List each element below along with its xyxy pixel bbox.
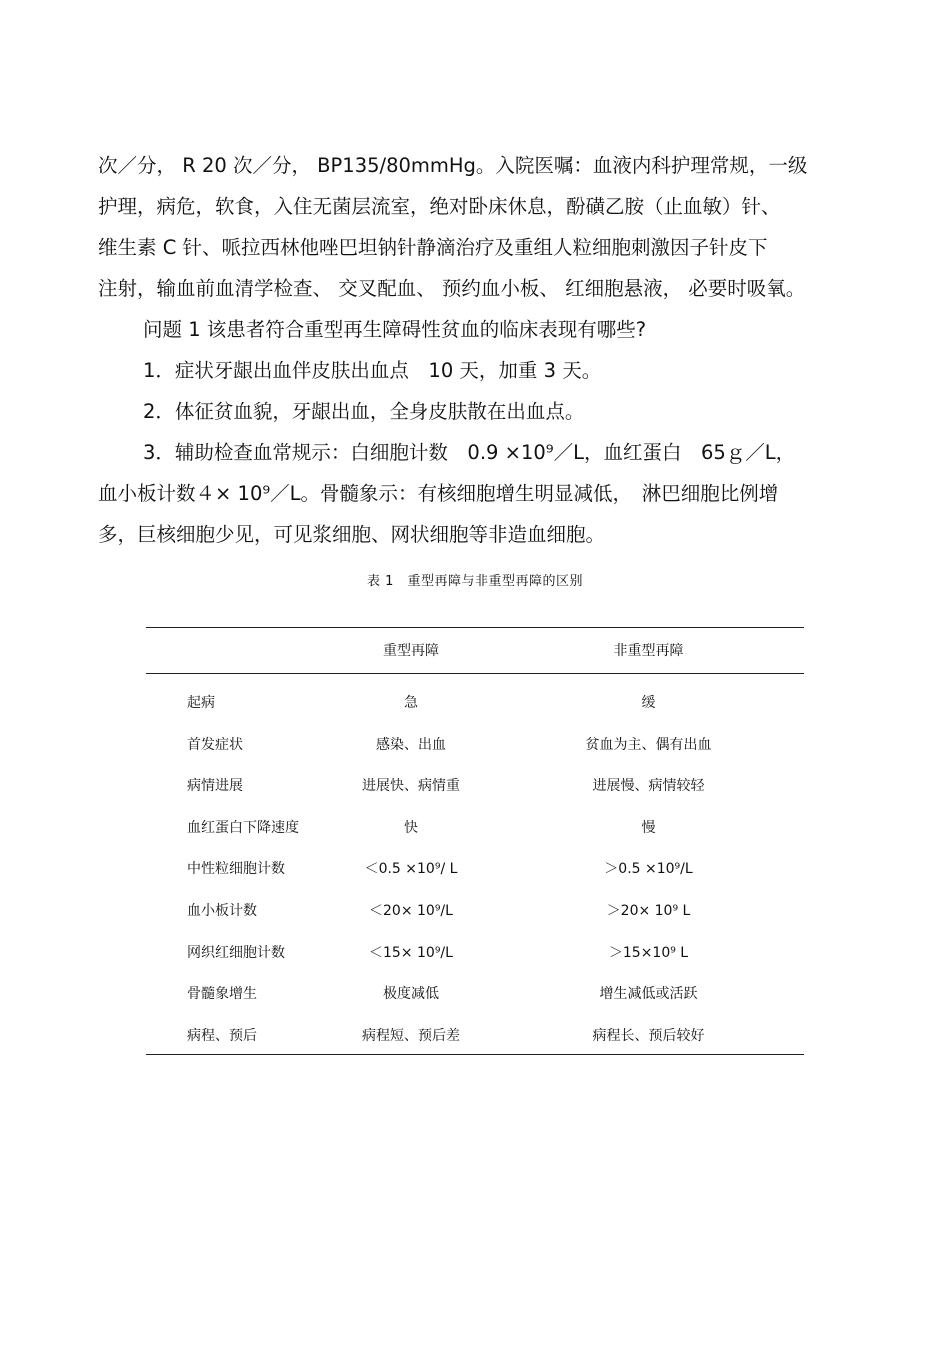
table-cell: ＜0.5 ×10⁹/ L bbox=[364, 861, 458, 878]
answer-item-3: 3．辅助检查血常规示：白细胞计数 0.9 ×10⁹／L，血红蛋白 65ｇ／L， bbox=[143, 441, 796, 464]
table-caption: 表 1 重型再障与非重型再障的区别 bbox=[367, 574, 583, 589]
table-header-rule bbox=[146, 673, 804, 674]
table-row bbox=[146, 722, 804, 764]
table-cell: 急 bbox=[404, 695, 418, 711]
paragraph-line: 维生素 C 针、哌拉西林他唑巴坦钠针静滴治疗及重组人粒细胞刺激因子针皮下 bbox=[98, 236, 768, 259]
answer-item-1: 1．症状牙龈出血伴皮肤出血点 10 天，加重 3 天。 bbox=[143, 359, 602, 382]
table-cell: ＜20× 10⁹/L bbox=[369, 902, 453, 919]
table-cell: 病程短、预后差 bbox=[362, 1027, 460, 1044]
paragraph-line: 次／分， R 20 次／分， BP135/80mmHg。入院医嘱：血液内科护理常规，一级 bbox=[98, 154, 808, 177]
table-cell: 首发症状 bbox=[187, 736, 243, 753]
header-cell: 非重型再障 bbox=[613, 643, 684, 659]
answer-item-3-cont: 多，巨核细胞少见，可见浆细胞、网状细胞等非造血细胞。 bbox=[98, 523, 606, 546]
table-cell: 起病 bbox=[187, 695, 215, 711]
table-row bbox=[146, 805, 804, 847]
comparison-table bbox=[146, 627, 804, 1055]
paragraph-line: 护理，病危，软食，入住无菌层流室，绝对卧床休息，酚磺乙胺（止血敏）针、 bbox=[98, 195, 781, 218]
table-row bbox=[146, 846, 804, 888]
answer-item-3-cont: 血小板计数４× 10⁹／L。骨髓象示：有核细胞增生明显减低， 淋巴细胞比例增 bbox=[98, 482, 779, 505]
answer-item-2: 2．体征贫血貌，牙龈出血，全身皮肤散在出血点。 bbox=[143, 400, 585, 423]
table-row bbox=[146, 930, 804, 972]
table-cell: 血红蛋白下降速度 bbox=[187, 819, 299, 836]
table-row bbox=[146, 680, 804, 722]
table-cell: ＞20× 10⁹ L bbox=[606, 902, 691, 919]
paragraph-line: 注射，输血前血清学检查、 交叉配血、 预约血小板、 红细胞悬液， 必要时吸氧。 bbox=[98, 277, 806, 300]
table-cell: ＞0.5 ×10⁹/L bbox=[604, 861, 693, 878]
table-cell: 慢 bbox=[641, 819, 656, 836]
table-cell: ＞15×10⁹ L bbox=[608, 944, 689, 961]
table-cell: 骨髓象增生 bbox=[187, 986, 257, 1003]
table-row bbox=[146, 971, 804, 1013]
table-cell: 网织红细胞计数 bbox=[187, 944, 285, 961]
table-cell: 中性粒细胞计数 bbox=[187, 861, 285, 878]
table-cell: 血小板计数 bbox=[187, 902, 257, 919]
table-cell: 感染、出血 bbox=[376, 736, 446, 753]
table-bottom-rule bbox=[146, 1054, 804, 1055]
table-row bbox=[146, 1013, 804, 1055]
table-cell: 贫血为主、偶有出血 bbox=[585, 736, 712, 753]
table-cell: 病情进展 bbox=[187, 778, 243, 795]
table-body bbox=[146, 680, 804, 1054]
question-heading: 问题 1 该患者符合重型再生障碍性贫血的临床表现有哪些? bbox=[143, 318, 647, 341]
table-cell: 进展快、病情重 bbox=[362, 778, 460, 795]
header-cell: 重型再障 bbox=[383, 643, 439, 659]
table-row bbox=[146, 763, 804, 805]
table-cell: ＜15× 10⁹/L bbox=[369, 944, 453, 961]
table-cell: 病程长、预后较好 bbox=[592, 1027, 705, 1044]
table-cell: 进展慢、病情较轻 bbox=[592, 778, 705, 795]
table-cell: 增生减低或活跃 bbox=[599, 986, 698, 1003]
table-cell: 快 bbox=[404, 819, 418, 836]
table-row bbox=[146, 888, 804, 930]
body-text bbox=[98, 145, 848, 555]
table-header-row bbox=[146, 628, 804, 673]
table-cell: 病程、预后 bbox=[187, 1027, 257, 1044]
table-cell: 极度减低 bbox=[383, 986, 439, 1003]
table-cell: 缓 bbox=[641, 695, 656, 711]
